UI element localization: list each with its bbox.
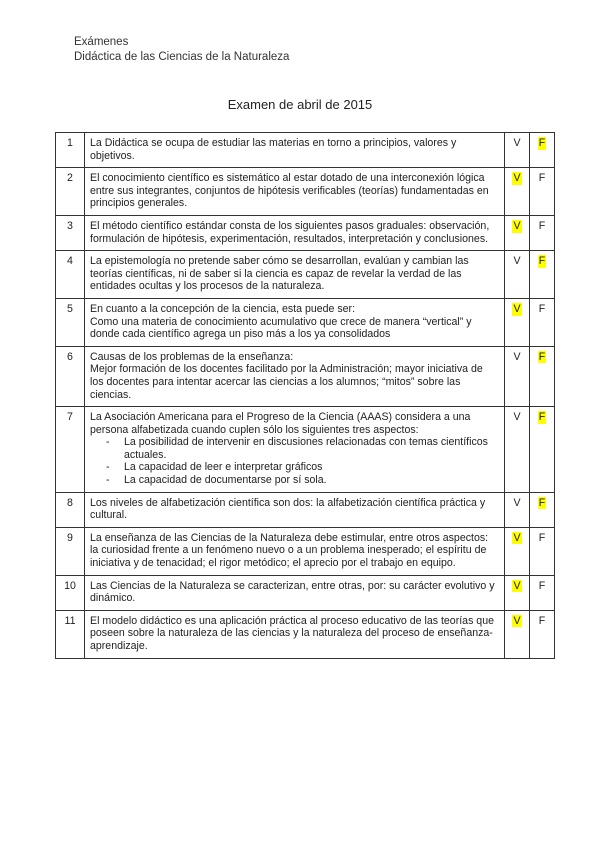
answer-option-v: V: [513, 496, 521, 509]
answer-option-v: V: [513, 531, 521, 544]
answer-option-f: F: [538, 219, 546, 232]
answer-option-v: V: [513, 137, 521, 149]
question-bullet: - La capacidad de documentarse por sí sola.: [124, 474, 499, 487]
answer-option-v-cell: [505, 407, 530, 493]
answer-option-v: V: [513, 411, 521, 424]
answer-option-v-cell: [505, 575, 530, 610]
question-text: La Asociación Americana para el Progreso de la Ciencia (AAAS) considera a una persona alfabetizada cuando cuplen sólo los siguientes tres aspectos:: [90, 411, 471, 436]
answer-option-v: V: [513, 219, 521, 232]
question-text-continuation: Mejor formación de los docentes facilitado por la Administración; mayor iniciativa de los docentes para intentar acercar las ciencias a los alumnos; “mitos” sobre las ciencias.: [90, 363, 483, 401]
question-bullet-list: [90, 436, 499, 486]
question-text-cell: [85, 492, 505, 527]
question-number: 11: [56, 610, 85, 658]
question-text-cell: [85, 610, 505, 658]
question-number: 9: [56, 527, 85, 575]
exam-table: [55, 132, 555, 659]
question-text: El modelo didáctico es una aplicación práctica al proceso educativo de las teorías que poseen sobre la naturaleza de las ciencias y la naturaleza del proceso de enseñanza-aprendizaje.: [90, 614, 494, 652]
header-line-2: Didáctica de las Ciencias de la Naturaleza: [74, 51, 290, 63]
question-row: [56, 610, 555, 658]
question-text: En cuanto a la concepción de la ciencia, esta puede ser:: [90, 302, 356, 315]
question-text-cell: [85, 251, 505, 299]
question-text: Los niveles de alfabetización científica son dos: la alfabetización científica práctica y cultural.: [90, 496, 486, 522]
question-row: [56, 215, 555, 250]
question-number: 1: [56, 133, 85, 168]
answer-option-v-cell: [505, 346, 530, 406]
question-text: La Didáctica se ocupa de estudiar las materias en torno a principios, valores y objetivos.: [90, 137, 457, 162]
question-row: [56, 298, 555, 346]
question-row: [56, 407, 555, 493]
answer-option-f-cell: [530, 251, 555, 299]
answer-option-f: F: [538, 137, 546, 149]
answer-option-f-cell: [530, 133, 555, 168]
answer-option-f-cell: [530, 575, 555, 610]
answer-option-f: F: [538, 531, 546, 544]
answer-option-v-cell: [505, 298, 530, 346]
answer-option-v-cell: [505, 610, 530, 658]
question-text-cell: [85, 168, 505, 216]
question-row: [56, 492, 555, 527]
question-text: La epistemología no pretende saber cómo se desarrollan, evalúan y cambian las teorías científicas, ni de saber si la ciencia es capaz de revelar la verdad de las entidades ocultas y los procesos de la naturaleza.: [90, 255, 469, 293]
question-number: 7: [56, 407, 85, 493]
answer-option-f: F: [538, 255, 546, 268]
answer-option-v: V: [513, 614, 521, 627]
document-header: [74, 35, 289, 65]
question-text-cell: [85, 133, 505, 168]
answer-option-f-cell: [530, 407, 555, 493]
question-text: Las Ciencias de la Naturaleza se caracterizan, entre otras, por: su carácter evolutivo y dinámico.: [90, 579, 495, 605]
answer-option-f: F: [538, 411, 546, 424]
question-number: 3: [56, 215, 85, 250]
answer-option-v: V: [513, 302, 521, 315]
answer-option-f-cell: [530, 527, 555, 575]
answer-option-f: F: [538, 496, 546, 509]
question-row: [56, 527, 555, 575]
answer-option-f-cell: [530, 346, 555, 406]
answer-option-v: V: [513, 350, 521, 363]
exam-title: Examen de abril de 2015: [227, 97, 373, 112]
question-number: 8: [56, 492, 85, 527]
question-row: [56, 168, 555, 216]
answer-option-f-cell: [530, 610, 555, 658]
question-text-cell: [85, 215, 505, 250]
answer-option-f: F: [538, 172, 546, 185]
answer-option-f-cell: [530, 168, 555, 216]
question-text-cell: [85, 407, 505, 493]
question-text-cell: [85, 298, 505, 346]
answer-option-f: F: [538, 614, 546, 627]
question-number: 2: [56, 168, 85, 216]
answer-option-v: V: [513, 172, 521, 185]
question-bullet: - La capacidad de leer e interpretar gráficos: [124, 461, 499, 474]
question-row: [56, 133, 555, 168]
question-bullet: - La posibilidad de intervenir en discusiones relacionadas con temas científicos actuales.: [124, 436, 499, 461]
question-text-cell: [85, 527, 505, 575]
question-text: Causas de los problemas de la enseñanza:: [90, 350, 294, 363]
answer-option-v: V: [513, 579, 521, 592]
question-text-cell: [85, 575, 505, 610]
question-row: [56, 346, 555, 406]
answer-option-f-cell: [530, 215, 555, 250]
question-row: [56, 251, 555, 299]
answer-option-v: V: [513, 255, 521, 268]
question-text: El método científico estándar consta de los siguientes pasos graduales: observación, formulación de hipótesis, experimentación, resultados, interpretación y conclusiones.: [90, 219, 490, 245]
answer-option-f-cell: [530, 298, 555, 346]
answer-option-f-cell: [530, 492, 555, 527]
answer-option-f: F: [538, 302, 546, 315]
question-number: 5: [56, 298, 85, 346]
question-number: 10: [56, 575, 85, 610]
answer-option-v-cell: [505, 251, 530, 299]
question-row: [56, 575, 555, 610]
question-number: 6: [56, 346, 85, 406]
answer-option-v-cell: [505, 168, 530, 216]
answer-option-v-cell: [505, 133, 530, 168]
exam-table-body: [56, 133, 555, 659]
question-text-cell: [85, 346, 505, 406]
question-number: 4: [56, 251, 85, 299]
question-text: La enseñanza de las Ciencias de la Naturaleza debe estimular, entre otros aspectos: la curiosidad frente a un fenómeno nuevo o a un problema inesperado; el espíritu de iniciativa y de tenacidad; el rigor metódico; el aprecio por el trabajo en equipo.: [90, 531, 489, 570]
answer-option-v-cell: [505, 215, 530, 250]
question-text-continuation: Como una materia de conocimiento acumulativo que crece de manera “vertical” y donde cada científico agrega un piso más a los ya consolidados: [90, 315, 472, 341]
question-text: El conocimiento científico es sistemático al estar dotado de una interconexión lógica entre sus integrantes, conjuntos de hipótesis verificables (teorías) fundamentadas en principios generales.: [90, 172, 489, 210]
header-line-1: Exámenes: [74, 36, 129, 48]
answer-option-f: F: [538, 579, 546, 592]
answer-option-f: F: [538, 350, 546, 363]
answer-option-v-cell: [505, 527, 530, 575]
answer-option-v-cell: [505, 492, 530, 527]
